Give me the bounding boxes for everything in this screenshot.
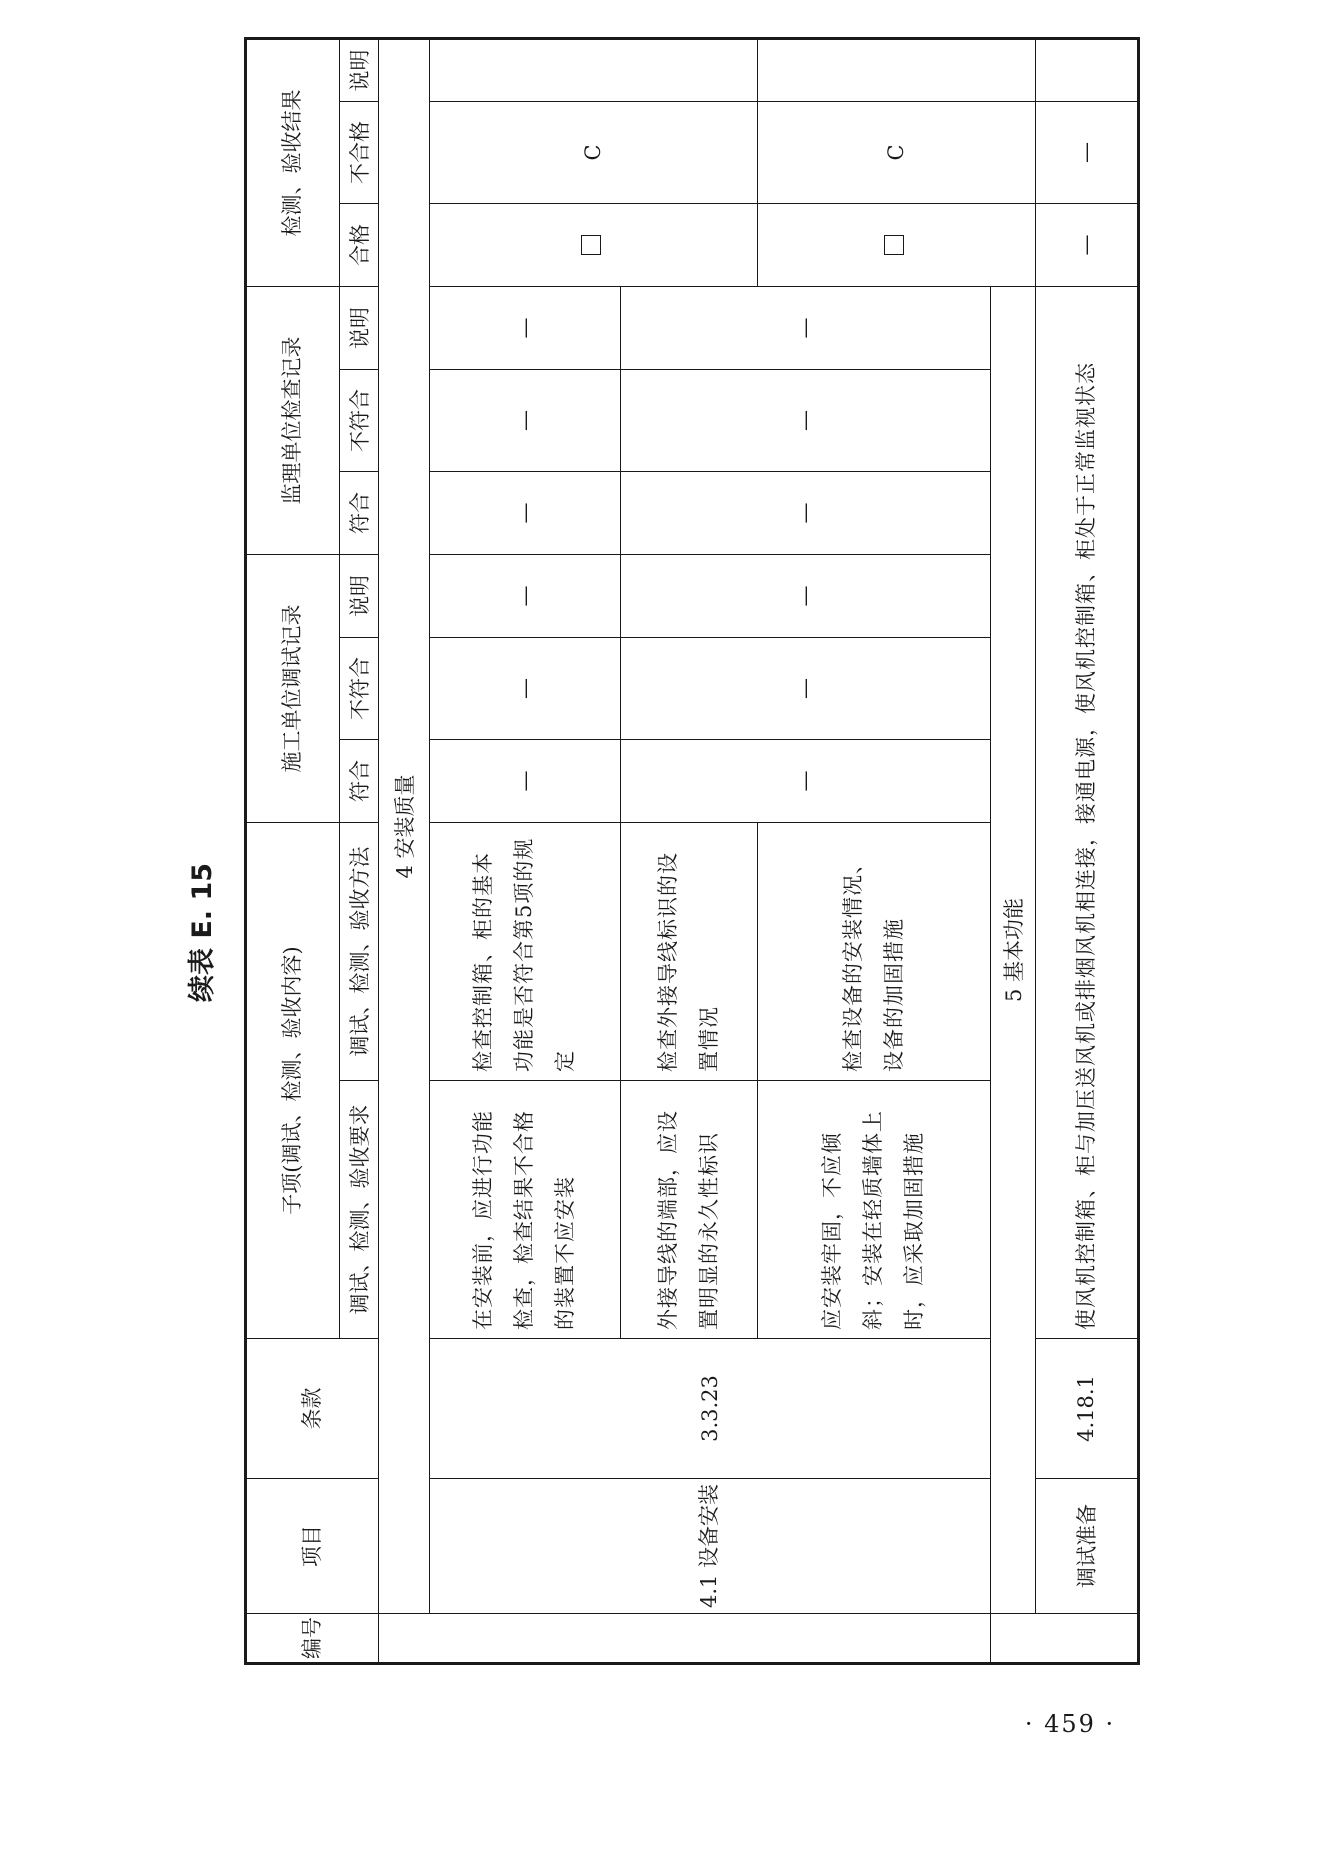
table-row [1035,38,1138,1663]
dash-mark: — [620,471,990,554]
dash-mark: — [1035,101,1138,203]
section-4-label: 4 安装质量 [379,38,429,1613]
dash-mark: — [620,637,990,739]
header-subitem: 子项(调试、检测、验收内容) [246,822,340,1338]
pass-checkbox[interactable] [429,203,757,286]
rotated-page [187,49,1140,1665]
dash-mark: — [429,369,620,471]
requirement-text: 外接导线的端部，应设置明显的永久性标识 [620,1081,757,1339]
header-supervision: 监理单位检查记录 [246,286,340,554]
clause-4-18-1: 4.18.1 [1035,1339,1138,1479]
header-note-1: 说明 [340,554,379,637]
clause-3-3-23: 3.3.23 [429,1339,990,1479]
section-row-4 [379,38,429,1663]
dash-mark: — [620,369,990,471]
requirement-text: 应安装牢固，不应倾斜；安装在轻质墙体上时，应采取加固措施 [757,1081,990,1339]
result-note-cell [757,38,1035,101]
header-nonconform-1: 不符合 [340,637,379,739]
section-no-cell [379,1614,429,1664]
header-row-1 [246,38,340,1663]
row-no-cell [429,1614,990,1664]
method-text: 检查控制箱、柜的基本功能是否符合第5项的规定 [429,822,620,1080]
header-no: 编号 [246,1614,379,1664]
dash-mark: — [429,471,620,554]
dash-mark: — [620,739,990,822]
header-fail: 不合格 [340,101,379,203]
page-number: · 459 · [1024,1710,1116,1738]
method-text: 检查外接导线标识的设置情况 [620,822,757,1080]
method-text: 检查设备的安装情况、设备的加固措施 [757,822,990,1080]
header-nonconform-2: 不符合 [340,369,379,471]
dash-mark: — [429,739,620,822]
checkbox-box[interactable] [581,235,601,255]
header-clause: 条款 [246,1339,379,1479]
header-note-2: 说明 [340,286,379,369]
page-title: 续表 E. 15 [187,862,218,1003]
header-note-3: 说明 [340,38,379,101]
test-prep-content: 使风机控制箱、柜与加压送风机或排烟风机相连接，接通电源，使风机控制箱、柜处于正常监视状态 [1035,286,1138,1338]
fail-mark: C [429,101,757,203]
item-test-prep: 调试准备 [1035,1479,1138,1614]
pass-checkbox[interactable] [757,203,1035,286]
header-pass: 合格 [340,203,379,286]
section-no-cell [990,1614,1035,1664]
dash-mark: — [1035,203,1138,286]
header-method: 调试、检测、验收方法 [340,822,379,1080]
header-result: 检测、验收结果 [246,38,340,286]
dash-mark: — [429,554,620,637]
header-requirement: 调试、检测、验收要求 [340,1081,379,1339]
table-row [429,38,620,1663]
result-note-cell [429,38,757,101]
dash-mark: — [620,554,990,637]
checkbox-box[interactable] [884,235,904,255]
section-5-label: 5 基本功能 [990,286,1035,1613]
requirement-text: 在安装前，应进行功能检查，检查结果不合格的装置不应安装 [429,1081,620,1339]
dash-mark: — [429,286,620,369]
row-no-cell [1035,1614,1138,1664]
result-note-cell [1035,38,1138,101]
header-construction: 施工单位调试记录 [246,554,340,822]
header-conform-2: 符合 [340,471,379,554]
dash-mark: — [429,637,620,739]
item-4-1: 4.1 设备安装 [429,1479,990,1614]
dash-mark: — [620,286,990,369]
fail-mark: C [757,101,1035,203]
header-conform-1: 符合 [340,739,379,822]
inspection-table [244,37,1140,1665]
header-item: 项目 [246,1479,379,1614]
